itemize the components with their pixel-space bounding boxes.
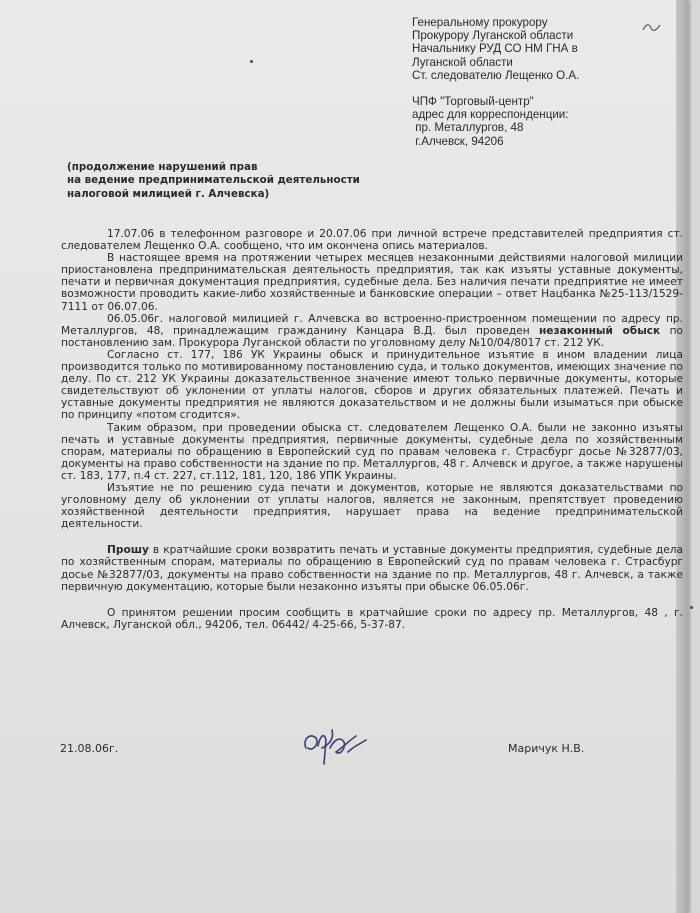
subject-line: налоговой милицией г. Алчевска) xyxy=(67,187,270,200)
letter-date: 21.08.06г. xyxy=(60,742,119,755)
addressee-line: Ст. следователю Лещенко О.А. xyxy=(412,68,580,82)
letter-body xyxy=(61,228,683,631)
sender-line: ЧПФ "Торговый-центр" xyxy=(412,95,534,109)
paragraph-text: в кратчайшие сроки возвратить печать и уставные документы предприятия, судебные дела по хозяйственным спорам, материалы по обращению в Европейский суд по правам человека г. Страсбург досье №32877/03, документы на право собственности на здание по пр. Металлургов, 48 г. Алчевск, а также первичную документацию, которые были незаконно изъяты при обыске 06.05.06г. xyxy=(61,544,683,593)
addressee-line: Луганской области xyxy=(412,55,513,69)
subject-line: (продолжение нарушений прав xyxy=(67,161,258,173)
paper-speck xyxy=(690,606,693,609)
emphasis-text: незаконный обыск xyxy=(538,324,661,337)
paragraph xyxy=(61,544,683,592)
paragraph xyxy=(61,313,683,349)
addressee-line: Прокурору Луганской области xyxy=(412,29,574,43)
signature-icon xyxy=(300,718,380,773)
addressee-line: Начальнику РУД СО НМ ГНА в xyxy=(412,42,578,56)
paragraph-text: 06.05.06г. налоговой милицией г. Алчевска во встроенно-пристроенном помещении по адресу пр. Металлургов, 48, принадлежащим гражданину Канцара В.Д. был проведен xyxy=(61,312,683,337)
sender-line: пр. Металлургов, 48 xyxy=(412,121,524,135)
subject-line: на ведение предпринимательской деятельности xyxy=(67,174,360,187)
paragraph: 17.07.06 в телефонном разговоре и 20.07.06 при личной встрече представителей предприятия ст. следователем Лещенко О.А. сообщено, что им окончена опись материалов. xyxy=(61,228,683,253)
paragraph: В настоящее время на протяжении четырех месяцев незаконными действиями налоговой милиции приостановлена предпринимательская деятельность предприятия, так как изъяты уставные документы, печати и первичная документация предприятия, судебные дела. Без наличия печати предприятие не имеет возможности проводить какие-либо хозяйственные и банковские операции – ответ Нацбанка №25-113/1529-7111 от 06.07.06. xyxy=(61,252,683,313)
paragraph: Таким образом, при проведении обыска ст. следователем Лещенко О.А. были не законно изъяты печать и уставные документы предприятия, первичные документы, судебные дела по хозяйственным спорам, материалы по обращению в Европейский суд по правам человека г. Страсбург досье №32877/03, документы на право собственности на здание по пр. Металлургов, 48 г. Алчевск и другое, а также нарушены ст. 183, 177, п.4 ст. 227, ст.112, 181, 120, 186 УПК Украины. xyxy=(61,421,683,482)
paper-speck xyxy=(250,60,253,63)
addressee-line: Генеральному прокурору xyxy=(412,16,548,29)
paragraph: О принятом решении просим сообщить в кратчайшие сроки по адресу пр. Металлургов, 48 , г. Алчевск, Луганской обл., 94206, тел. 06442/ 4-25-66, 5-37-87. xyxy=(61,606,683,631)
paragraph: Изъятие не по решению суда печати и документов, которые не являются доказательствами по уголовному делу об уклонении от уплаты налогов, является не законным, препятствует проведению хозяйственной деятельности предприятия, нарушает права на ведение предпринимательской деятельности. xyxy=(61,481,683,531)
sender-line: адрес для корреспонденции: xyxy=(412,108,569,122)
sender-line: г.Алчевск, 94206 xyxy=(412,134,504,148)
paragraph-text: по постановлению зам. Прокурора Луганской области по уголовному делу №10/04/8017 ст. 212 УК. xyxy=(61,324,683,349)
paragraph: Согласно ст. 177, 186 УК Украины обыск и принудительное изъятие в ином владении лица производится только по мотивированному постановлению суда, и только документов, имеющих значение по делу. По ст. 212 УК Украины доказательственное значение имеют только первичные документы, которые свидетельствуют об уклонении от уплаты налогов, сборов и других обязательных платежей. Печать и уставные документы предприятия не являются доказательством и не должны были изыматься при обыске по принципу «потом сгодится». xyxy=(61,348,683,422)
subject-block xyxy=(67,161,427,201)
signatory-name: Маричук Н.В. xyxy=(508,742,585,755)
addressee-block xyxy=(412,16,682,148)
emphasis-text: Прошу xyxy=(107,544,149,557)
